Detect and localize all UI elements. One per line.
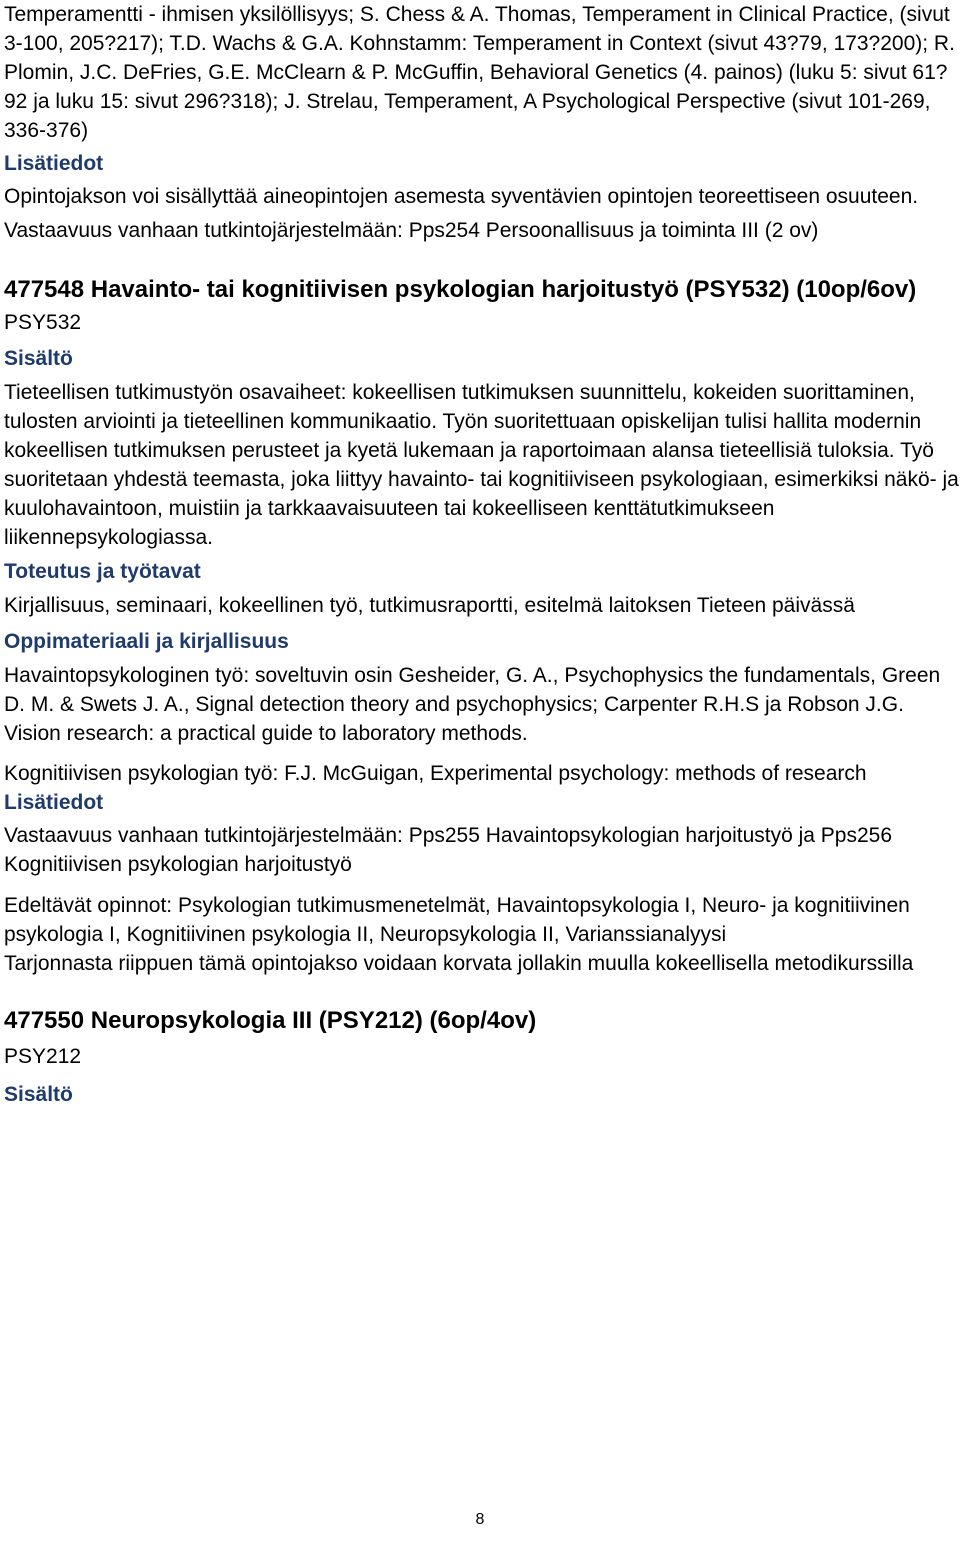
literature-paragraph: Temperamentti - ihmisen yksilöllisyys; S. Chess & A. Thomas, Temperament in Clinical Practice, (sivut 3-100, 205?217); T.D. Wachs & G.A. Kohnstamm: Temperament in Context (sivut 43?79, 173?200); R. Plomin, J.C. DeFries, G.E. McClearn & P. McGuffin, Behavioral Genetics (4. painos) (luku 5: sivut 61?92 ja luku 15: sivut 296?318); J. Strelau, Temperament, A Psychological Perspective (sivut 101-269, 336-376) — [4, 3, 955, 142]
section-heading-lisatiedot-2: Lisätiedot — [4, 791, 104, 814]
section-heading-oppimateriaali: Oppimateriaali ja kirjallisuus — [4, 630, 289, 653]
section-heading-sisalto-2: Sisältö — [4, 1083, 73, 1106]
page-number: 8 — [475, 1511, 485, 1528]
toteutus-paragraph: Kirjallisuus, seminaari, kokeellinen työ, tutkimusraportti, esitelmä laitoksen Tieteen päivässä — [4, 594, 855, 617]
lisatiedot-paragraph-2: Edeltävät opinnot: Psykologian tutkimusmenetelmät, Havaintopsykologia I, Neuro- ja kognitiivinen psykologia I, Kognitiivinen psykologia II, Neuropsykologia II, Varianssianalyysi — [4, 894, 910, 946]
course-title-477550: 477550 Neuropsykologia III (PSY212) (6op/4ov) — [4, 1007, 537, 1034]
section-heading-sisalto: Sisältö — [4, 347, 73, 370]
sisalto-paragraph: Tieteellisen tutkimustyön osavaiheet: kokeellisen tutkimuksen suunnittelu, kokeiden suorittaminen, tulosten arviointi ja tieteellinen kommunikaatio. Työn suoritettuaan opiskelijan tulisi hallita modernin kokeellisen tutkimuksen perusteet ja kyetä lukemaan ja raportoimaan alansa tieteellisiä tuloksia. Työ suoritetaan yhdestä teemasta, joka liittyy havainto- tai kognitiiviseen psykologiaan, esimerkiksi näkö- ja kuulohavaintoon, muistiin ja tarkkaavaisuuteen tai kokeelliseen kenttätutkimukseen liikennepsykologiassa. — [4, 381, 959, 549]
vastaavuus-paragraph: Vastaavuus vanhaan tutkintojärjestelmään: Pps254 Persoonallisuus ja toiminta III (2 ov) — [4, 219, 819, 242]
course-code-psy532: PSY532 — [4, 311, 82, 334]
oppimateriaali-paragraph-2: Kognitiivisen psykologian työ: F.J. McGuigan, Experimental psychology: methods of research — [4, 762, 867, 785]
course-code-psy212: PSY212 — [4, 1045, 82, 1068]
document-page — [4, 0, 960, 1109]
course-title-477548: 477548 Havainto- tai kognitiivisen psykologian harjoitustyö (PSY532) (10op/6ov) — [4, 276, 917, 303]
lisatiedot-paragraph-1: Vastaavuus vanhaan tutkintojärjestelmään: Pps255 Havaintopsykologian harjoitustyö ja Pps256 Kognitiivisen psykologian harjoitustyö — [4, 824, 892, 876]
section-heading-toteutus: Toteutus ja työtavat — [4, 560, 201, 583]
lisatiedot-paragraph-3: Tarjonnasta riippuen tämä opintojakso voidaan korvata jollakin muulla kokeellisella metodikurssilla — [4, 952, 914, 975]
oppimateriaali-paragraph-1: Havaintopsykologinen työ: soveltuvin osin Gesheider, G. A., Psychophysics the fundamentals, Green D. M. & Swets J. A., Signal detection theory and psychophysics; Carpenter R.H.S ja Robson J.G. Vision research: a practical guide to laboratory methods. — [4, 664, 941, 745]
section-heading-lisatiedot: Lisätiedot — [4, 152, 104, 175]
lisatiedot-paragraph: Opintojakson voi sisällyttää aineopintojen asemesta syventävien opintojen teoreettiseen osuuteen. — [4, 185, 919, 208]
